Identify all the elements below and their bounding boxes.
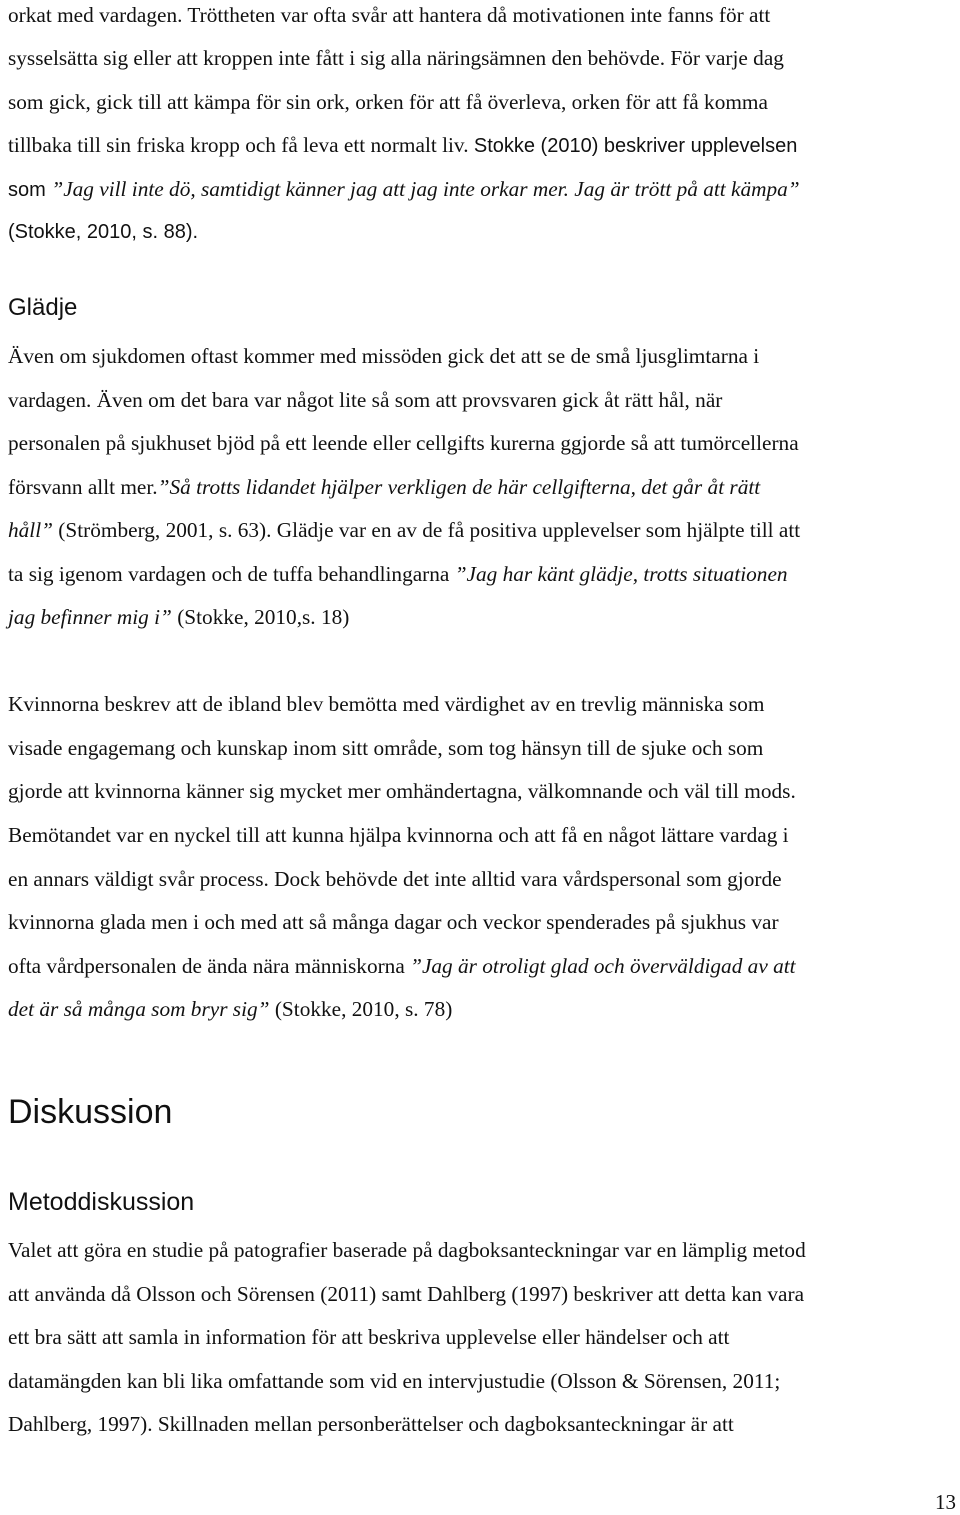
body-text-line (8, 1237, 806, 1263)
quote: ”Jag är otroligt glad och överväldigad av att (410, 954, 796, 978)
text: (Stokke, 2010, s. 78) (269, 997, 453, 1021)
body-text-line (8, 89, 768, 115)
body-text-line (8, 430, 799, 456)
body-text-line (8, 1324, 729, 1350)
text: gjorde att kvinnorna känner sig mycket mer omhändertagna, välkomnande och väl till mods. (8, 779, 796, 803)
body-text-line (8, 909, 779, 935)
text-narrow: Stokke (2010) beskriver upplevelsen (473, 135, 798, 157)
text: orkat med vardagen. Tröttheten var ofta svår att hantera då motivationen inte fanns för att (8, 3, 771, 27)
body-text-line (8, 953, 796, 979)
text: Kvinnorna beskrev att de ibland blev bemötta med värdighet av en trevlig människa som (8, 692, 765, 716)
text: sysselsätta sig eller att kroppen inte fått i sig alla näringsämnen den behövde. För varje dag (8, 46, 784, 70)
text: (Strömberg, 2001, s. 63). Glädje var en av de få positiva upplevelser som hjälpte till att (52, 518, 801, 542)
body-text-line (8, 474, 760, 500)
quote: ”Så trotts lidandet hjälper verkligen de här cellgifterna, det går åt rätt (157, 475, 761, 499)
page-number: 13 (935, 1490, 956, 1514)
quote: jag befinner mig i” (8, 605, 172, 629)
chapter-heading-diskussion: Diskussion (8, 1093, 173, 1131)
text: vardagen. Även om det bara var något lite så som att provsvaren gick åt rätt hål, när (8, 388, 723, 412)
section-heading-gladje: Glädje (8, 294, 78, 321)
body-text-line (8, 561, 788, 587)
quote: ”Jag har känt glädje, trotts situationen (454, 562, 788, 586)
body-text-line (8, 45, 784, 71)
quote: ”Jag vill inte dö, samtidigt känner jag att jag inte orkar mer. Jag är trött på att kämpa” (51, 177, 800, 201)
body-text-line (8, 691, 764, 717)
body-text-line (8, 735, 763, 761)
text: (Stokke, 2010,s. 18) (171, 605, 350, 629)
text: Även om sjukdomen oftast kommer med missöden gick det att se de små ljusglimtarna i (8, 344, 760, 368)
text: att använda då Olsson och Sörensen (2011) samt Dahlberg (1997) beskriver att detta kan vara (8, 1282, 805, 1306)
text: tillbaka till sin friska kropp och få leva ett normalt liv. (8, 133, 474, 157)
body-text-line (8, 822, 789, 848)
section-heading-metoddiskussion: Metoddiskussion (8, 1188, 195, 1216)
text: som (8, 179, 52, 201)
quote: håll” (8, 518, 53, 542)
quote: det är så många som bryr sig” (8, 997, 270, 1021)
text: personalen på sjukhuset bjöd på ett leende eller cellgifts kurerna ggjorde så att tumörcellerna (8, 431, 799, 455)
text: Dahlberg, 1997). Skillnaden mellan personberättelser och dagboksanteckningar är att (8, 1412, 734, 1436)
body-text-line (8, 604, 349, 630)
text: (Stokke, 2010, s. 88). (8, 221, 199, 243)
body-text-line (8, 132, 797, 159)
body-text-line (8, 387, 722, 413)
body-text-line (8, 517, 800, 543)
body-text-line (8, 176, 800, 203)
text: försvann allt mer. (8, 475, 158, 499)
body-text-line (8, 996, 452, 1022)
text: ett bra sätt att samla in information för att beskriva upplevelse eller händelser och att (8, 1325, 730, 1349)
body-text-line (8, 1368, 780, 1394)
text: visade engagemang och kunskap inom sitt område, som tog hänsyn till de sjuke och som (8, 736, 764, 760)
text: som gick, gick till att kämpa för sin ork, orken för att få överleva, orken för att få komma (8, 90, 768, 114)
text: Valet att göra en studie på patografier baserade på dagboksanteckningar var en lämplig metod (8, 1238, 806, 1262)
body-text-line (8, 219, 198, 245)
body-text-line (8, 2, 770, 28)
body-text-line (8, 866, 782, 892)
text: Bemötandet var en nyckel till att kunna hjälpa kvinnorna och att få en något lättare vardag i (8, 823, 789, 847)
text: ta sig igenom vardagen och de tuffa behandlingarna (8, 562, 455, 586)
text: datamängden kan bli lika omfattande som vid en intervjustudie (Olsson & Sörensen, 2011; (8, 1369, 781, 1393)
text: kvinnorna glada men i och med att så många dagar och veckor spenderades på sjukhus var (8, 910, 779, 934)
body-text-line (8, 778, 796, 804)
text: ofta vårdpersonalen de ända nära människorna (8, 954, 411, 978)
body-text-line (8, 1411, 734, 1437)
body-text-line (8, 343, 759, 369)
text: en annars väldigt svår process. Dock behövde det inte alltid vara vårdspersonal som gjorde (8, 867, 782, 891)
body-text-line (8, 1281, 804, 1307)
